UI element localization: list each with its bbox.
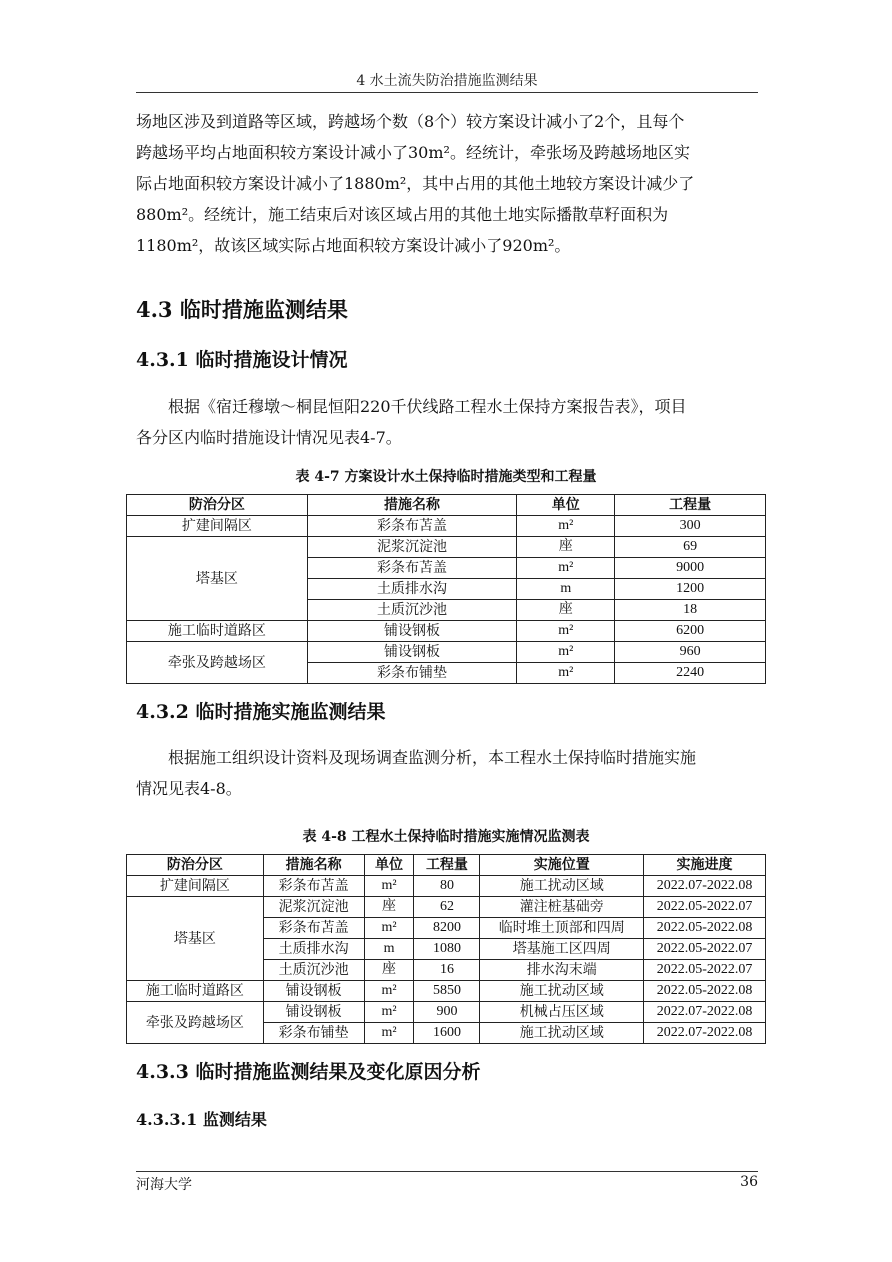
zone-cell: 扩建间隔区: [127, 516, 308, 537]
column-header: 工程量: [414, 855, 480, 876]
intro-line: 880m²。经统计，施工结束后对该区域占用的其他土地实际播散草籽面积为: [136, 205, 669, 224]
progress-cell: 2022.05-2022.08: [644, 981, 766, 1002]
table-row: [127, 981, 766, 1002]
section-4-3-heading: 4.3 临时措施监测结果: [136, 297, 348, 322]
zone-cell: 施工临时道路区: [127, 981, 264, 1002]
page-number: 36: [740, 1174, 758, 1190]
intro-line: 际占地面积较方案设计减小了1880m²，其中占用的其他土地较方案设计减少了: [136, 174, 695, 193]
unit-cell: m²: [364, 876, 414, 897]
header-rule: [136, 92, 758, 93]
paragraph-line: 根据《宿迁穆墩～桐昆恒阳220千伏线路工程水土保持方案报告表》，项目: [168, 397, 687, 416]
unit-cell: m²: [364, 1002, 414, 1023]
unit-cell: m²: [517, 621, 615, 642]
progress-cell: 2022.05-2022.07: [644, 897, 766, 918]
section-4-3-1-heading: 4.3.1 临时措施设计情况: [136, 349, 348, 371]
unit-cell: m: [517, 579, 615, 600]
quantity-cell: 300: [615, 516, 766, 537]
zone-cell: 牵张及跨越场区: [127, 1002, 264, 1044]
measure-cell: 彩条布苫盖: [307, 558, 517, 579]
intro-paragraph: [136, 106, 758, 261]
unit-cell: m²: [517, 663, 615, 684]
measure-cell: 土质沉沙池: [307, 600, 517, 621]
table-header-row: [127, 855, 766, 876]
column-header: 实施位置: [480, 855, 644, 876]
table-4-7-caption: 表 4-7 方案设计水土保持临时措施类型和工程量: [295, 469, 597, 485]
quantity-cell: 1080: [414, 939, 480, 960]
column-header: 单位: [364, 855, 414, 876]
table-row: [127, 642, 766, 663]
zone-cell: 塔基区: [127, 537, 308, 621]
unit-cell: 座: [517, 537, 615, 558]
location-cell: 排水沟末端: [480, 960, 644, 981]
quantity-cell: 1200: [615, 579, 766, 600]
zone-cell: 扩建间隔区: [127, 876, 264, 897]
quantity-cell: 16: [414, 960, 480, 981]
quantity-cell: 8200: [414, 918, 480, 939]
measure-cell: 彩条布苫盖: [307, 516, 517, 537]
quantity-cell: 6200: [615, 621, 766, 642]
table-4-8: [126, 854, 766, 1044]
unit-cell: m²: [517, 558, 615, 579]
section-4-3-1-paragraph: [136, 391, 758, 453]
intro-line: 跨越场平均占地面积较方案设计减小了30m²。经统计，牵张场及跨越场地区实: [136, 143, 690, 162]
location-cell: 灌注桩基础旁: [480, 897, 644, 918]
quantity-cell: 80: [414, 876, 480, 897]
table-row: [127, 876, 766, 897]
paragraph-line: 各分区内临时措施设计情况见表4-7。: [136, 428, 402, 447]
measure-cell: 土质排水沟: [307, 579, 517, 600]
progress-cell: 2022.05-2022.08: [644, 918, 766, 939]
column-header: 措施名称: [307, 495, 517, 516]
quantity-cell: 900: [414, 1002, 480, 1023]
measure-cell: 彩条布铺垫: [307, 663, 517, 684]
footer-rule: [136, 1171, 758, 1172]
unit-cell: m²: [517, 516, 615, 537]
measure-cell: 彩条布苫盖: [263, 876, 364, 897]
zone-cell: 牵张及跨越场区: [127, 642, 308, 684]
column-header: 工程量: [615, 495, 766, 516]
measure-cell: 彩条布铺垫: [263, 1023, 364, 1044]
table-row: [127, 516, 766, 537]
intro-line: 1180m²，故该区域实际占地面积较方案设计减小了920m²。: [136, 236, 571, 255]
progress-cell: 2022.05-2022.07: [644, 939, 766, 960]
location-cell: 施工扰动区域: [480, 1023, 644, 1044]
measure-cell: 彩条布苫盖: [263, 918, 364, 939]
quantity-cell: 960: [615, 642, 766, 663]
location-cell: 塔基施工区四周: [480, 939, 644, 960]
quantity-cell: 69: [615, 537, 766, 558]
measure-cell: 泥浆沉淀池: [307, 537, 517, 558]
measure-cell: 铺设钢板: [263, 1002, 364, 1023]
quantity-cell: 18: [615, 600, 766, 621]
quantity-cell: 2240: [615, 663, 766, 684]
section-4-3-2-paragraph: [136, 742, 758, 804]
unit-cell: m²: [517, 642, 615, 663]
column-header: 单位: [517, 495, 615, 516]
progress-cell: 2022.05-2022.07: [644, 960, 766, 981]
progress-cell: 2022.07-2022.08: [644, 1023, 766, 1044]
unit-cell: m²: [364, 918, 414, 939]
measure-cell: 土质排水沟: [263, 939, 364, 960]
table-4-7: [126, 494, 766, 684]
quantity-cell: 9000: [615, 558, 766, 579]
progress-cell: 2022.07-2022.08: [644, 876, 766, 897]
intro-line: 场地区涉及到道路等区域，跨越场个数（8个）较方案设计减小了2个，且每个: [136, 112, 685, 131]
table-row: [127, 1002, 766, 1023]
column-header: 实施进度: [644, 855, 766, 876]
unit-cell: 座: [364, 960, 414, 981]
section-4-3-3-1-heading: 4.3.3.1 监测结果: [136, 1110, 267, 1129]
unit-cell: m²: [364, 981, 414, 1002]
location-cell: 施工扰动区域: [480, 981, 644, 1002]
unit-cell: 座: [517, 600, 615, 621]
quantity-cell: 1600: [414, 1023, 480, 1044]
measure-cell: 泥浆沉淀池: [263, 897, 364, 918]
quantity-cell: 5850: [414, 981, 480, 1002]
zone-cell: 施工临时道路区: [127, 621, 308, 642]
running-header: 4 水土流失防治措施监测结果: [356, 73, 538, 89]
measure-cell: 铺设钢板: [263, 981, 364, 1002]
measure-cell: 土质沉沙池: [263, 960, 364, 981]
unit-cell: 座: [364, 897, 414, 918]
progress-cell: 2022.07-2022.08: [644, 1002, 766, 1023]
column-header: 防治分区: [127, 855, 264, 876]
table-row: [127, 621, 766, 642]
location-cell: 临时堆土顶部和四周: [480, 918, 644, 939]
table-row: [127, 537, 766, 558]
section-4-3-3-heading: 4.3.3 临时措施监测结果及变化原因分析: [136, 1061, 481, 1083]
paragraph-line: 根据施工组织设计资料及现场调查监测分析，本工程水土保持临时措施实施: [168, 748, 697, 767]
location-cell: 施工扰动区域: [480, 876, 644, 897]
table-4-8-caption: 表 4-8 工程水土保持临时措施实施情况监测表: [302, 829, 590, 845]
unit-cell: m: [364, 939, 414, 960]
column-header: 措施名称: [263, 855, 364, 876]
paragraph-line: 情况见表4-8。: [136, 779, 242, 798]
footer-institution: 河海大学: [136, 1177, 192, 1193]
table-header-row: [127, 495, 766, 516]
quantity-cell: 62: [414, 897, 480, 918]
location-cell: 机械占压区域: [480, 1002, 644, 1023]
column-header: 防治分区: [127, 495, 308, 516]
section-4-3-2-heading: 4.3.2 临时措施实施监测结果: [136, 701, 386, 723]
measure-cell: 铺设钢板: [307, 642, 517, 663]
unit-cell: m²: [364, 1023, 414, 1044]
measure-cell: 铺设钢板: [307, 621, 517, 642]
zone-cell: 塔基区: [127, 897, 264, 981]
table-row: [127, 897, 766, 918]
